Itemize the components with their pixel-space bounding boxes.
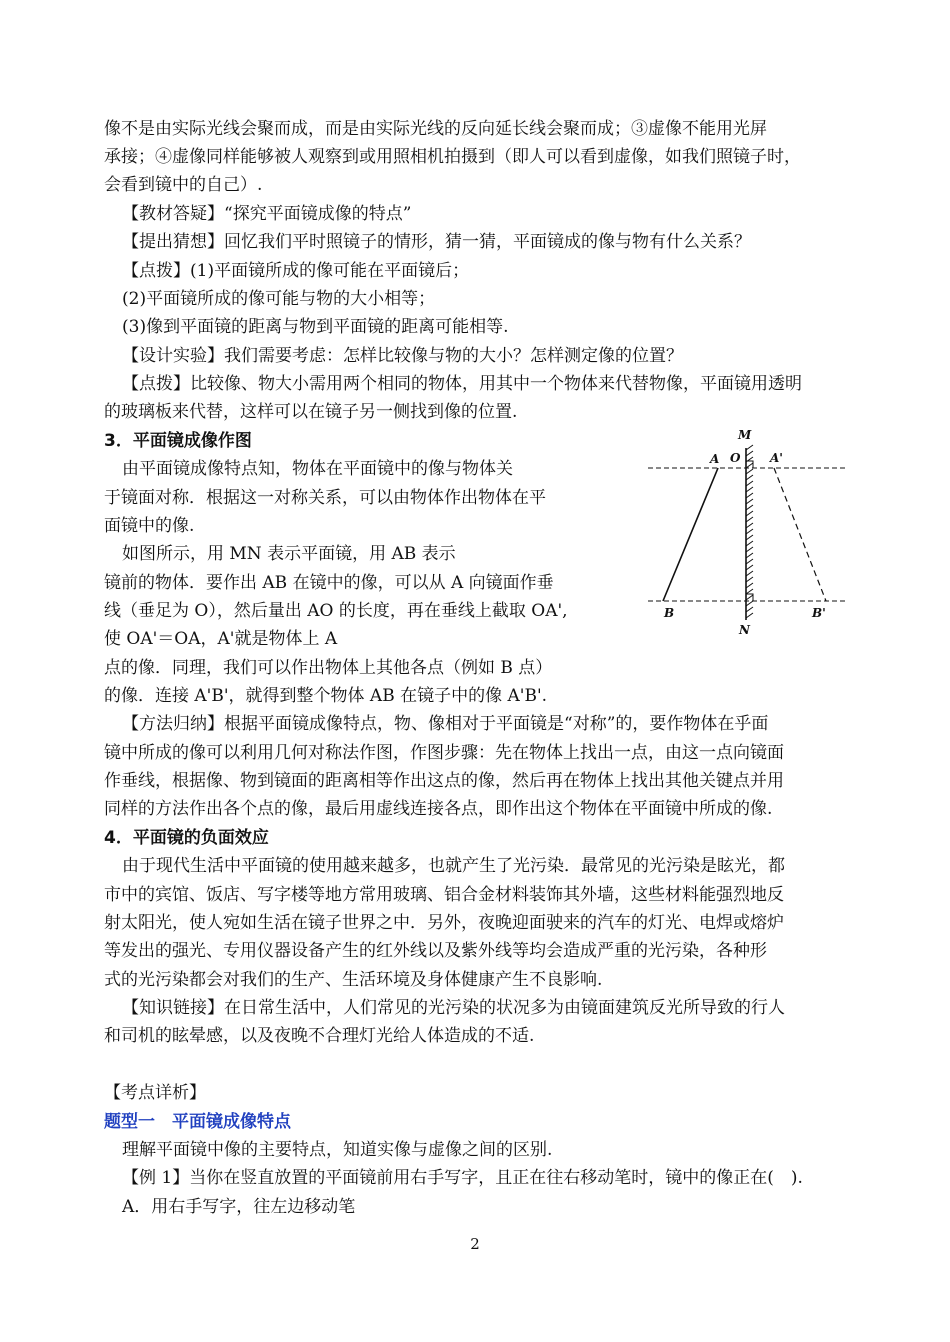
s3-line-5: 镜前的物体．要作出 AB 在镜中的像，可以从 A 向镜面作垂 <box>104 573 554 593</box>
type-1-intro: 理解平面镜中像的主要特点，知道实像与虚像之间的区别. <box>122 1140 553 1160</box>
label-N: N <box>739 623 750 637</box>
line-3: 会看到镜中的自己）. <box>104 175 263 195</box>
label-A-prime: A' <box>770 451 783 465</box>
s3-line-1: 由平面镜成像特点知，物体在平面镜中的像与物体关 <box>122 459 513 479</box>
method-line-3: 作垂线，根据像、物到镜面的距离相等作出这点的像，然后再在物体上找出其他关键点并用 <box>104 771 784 791</box>
line-4: 【教材答疑】“探究平面镜成像的特点” <box>122 204 412 224</box>
line-6: 【点拨】(1)平面镜所成的像可能在平面镜后； <box>122 261 470 281</box>
mirror-diagram <box>646 426 851 640</box>
s4-line-1: 由于现代生活中平面镜的使用越来越多，也就产生了光污染．最常见的光污染是眩光，都 <box>122 856 785 876</box>
line-2: 承接；④虚像同样能够被人观察到或用照相机拍摄到（即人可以看到虚像，如我们照镜子时， <box>104 147 801 167</box>
line-8: (3)像到平面镜的距离与物到平面镜的距离可能相等. <box>122 317 509 337</box>
s4-line-5: 式的光污染都会对我们的生产、生活环境及身体健康产生不良影响. <box>104 970 603 990</box>
s4-line-3: 射太阳光，使人宛如生活在镜子世界之中．另外，夜晚迎面驶来的汽车的灯光、电焊或熔炉 <box>104 913 784 933</box>
page-number: 2 <box>470 1235 480 1253</box>
line-1: 像不是由实际光线会聚而成，而是由实际光线的反向延长线会聚而成；③虚像不能用光屏 <box>104 119 767 139</box>
s3-line-9: 的像．连接 A'B'，就得到整个物体 AB 在镜子中的像 A'B'. <box>104 686 548 706</box>
line-7: (2)平面镜所成的像可能与物的大小相等； <box>122 289 436 309</box>
line-11: 的玻璃板来代替，这样可以在镜子另一侧找到像的位置. <box>104 402 518 422</box>
line-10: 【点拨】比较像、物大小需用两个相同的物体，用其中一个物体来代替物像，平面镜用透明 <box>122 374 802 394</box>
s4-line-7: 和司机的眩晕感，以及夜晚不合理灯光给人体造成的不适. <box>104 1026 535 1046</box>
line-5: 【提出猜想】回忆我们平时照镜子的情形，猜一猜，平面镜成的像与物有什么关系？ <box>122 232 751 252</box>
example-1: 【例 1】当你在竖直放置的平面镜前用右手写字，且正在往右移动笔时，镜中的像正在( ). <box>122 1168 803 1188</box>
label-A: A <box>710 452 720 466</box>
object-AB <box>663 468 718 601</box>
s4-line-4: 等发出的强光、专用仪器设备产生的红外线以及紫外线等均会造成严重的光污染，各种形 <box>104 941 767 961</box>
label-B: B <box>664 606 675 620</box>
line-9: 【设计实验】我们需要考虑：怎样比较像与物的大小？怎样测定像的位置？ <box>122 346 683 366</box>
label-M: M <box>738 428 752 442</box>
s3-line-7: 使 OA'＝OA，A'就是物体上 A <box>104 629 338 649</box>
option-a: A．用右手写字，往左边移动笔 <box>122 1197 356 1217</box>
section-4-heading: 4．平面镜的负面效应 <box>104 828 269 848</box>
method-line-2: 镜中所成的像可以利用几何对称法作图，作图步骤：先在物体上找出一点，由这一点向镜面 <box>104 743 784 763</box>
method-line-1: 【方法归纳】根据平面镜成像特点，物、像相对于平面镜是“对称”的，要作物体在乎面 <box>122 714 769 734</box>
s3-line-6: 线（垂足为 O），然后量出 AO 的长度，再在垂线上截取 OA', <box>104 601 568 621</box>
s3-line-3: 面镜中的像. <box>104 516 195 536</box>
s3-line-2: 于镜面对称．根据这一对称关系，可以由物体作出物体在平 <box>104 488 546 508</box>
s4-line-2: 市中的宾馆、饭店、写字楼等地方常用玻璃、铝合金材料装饰其外墙，这些材料能强烈地反 <box>104 885 784 905</box>
type-1-heading: 题型一 平面镜成像特点 <box>104 1112 291 1132</box>
section-3-heading: 3．平面镜成像作图 <box>104 431 252 451</box>
s3-line-4: 如图所示，用 MN 表示平面镜，用 AB 表示 <box>122 544 456 564</box>
kaodian-heading: 【考点详析】 <box>104 1083 206 1103</box>
method-line-4: 同样的方法作出各个点的像，最后用虚线连接各点，即作出这个物体在平面镜中所成的像. <box>104 799 773 819</box>
image-A'B' <box>774 468 826 601</box>
s4-line-6: 【知识链接】在日常生活中，人们常见的光污染的状况多为由镜面建筑反光所导致的行人 <box>122 998 785 1018</box>
s3-line-8: 点的像．同理，我们可以作出物体上其他各点（例如 B 点） <box>104 658 553 678</box>
label-O: O <box>730 451 741 465</box>
label-B-prime: B' <box>812 606 826 620</box>
